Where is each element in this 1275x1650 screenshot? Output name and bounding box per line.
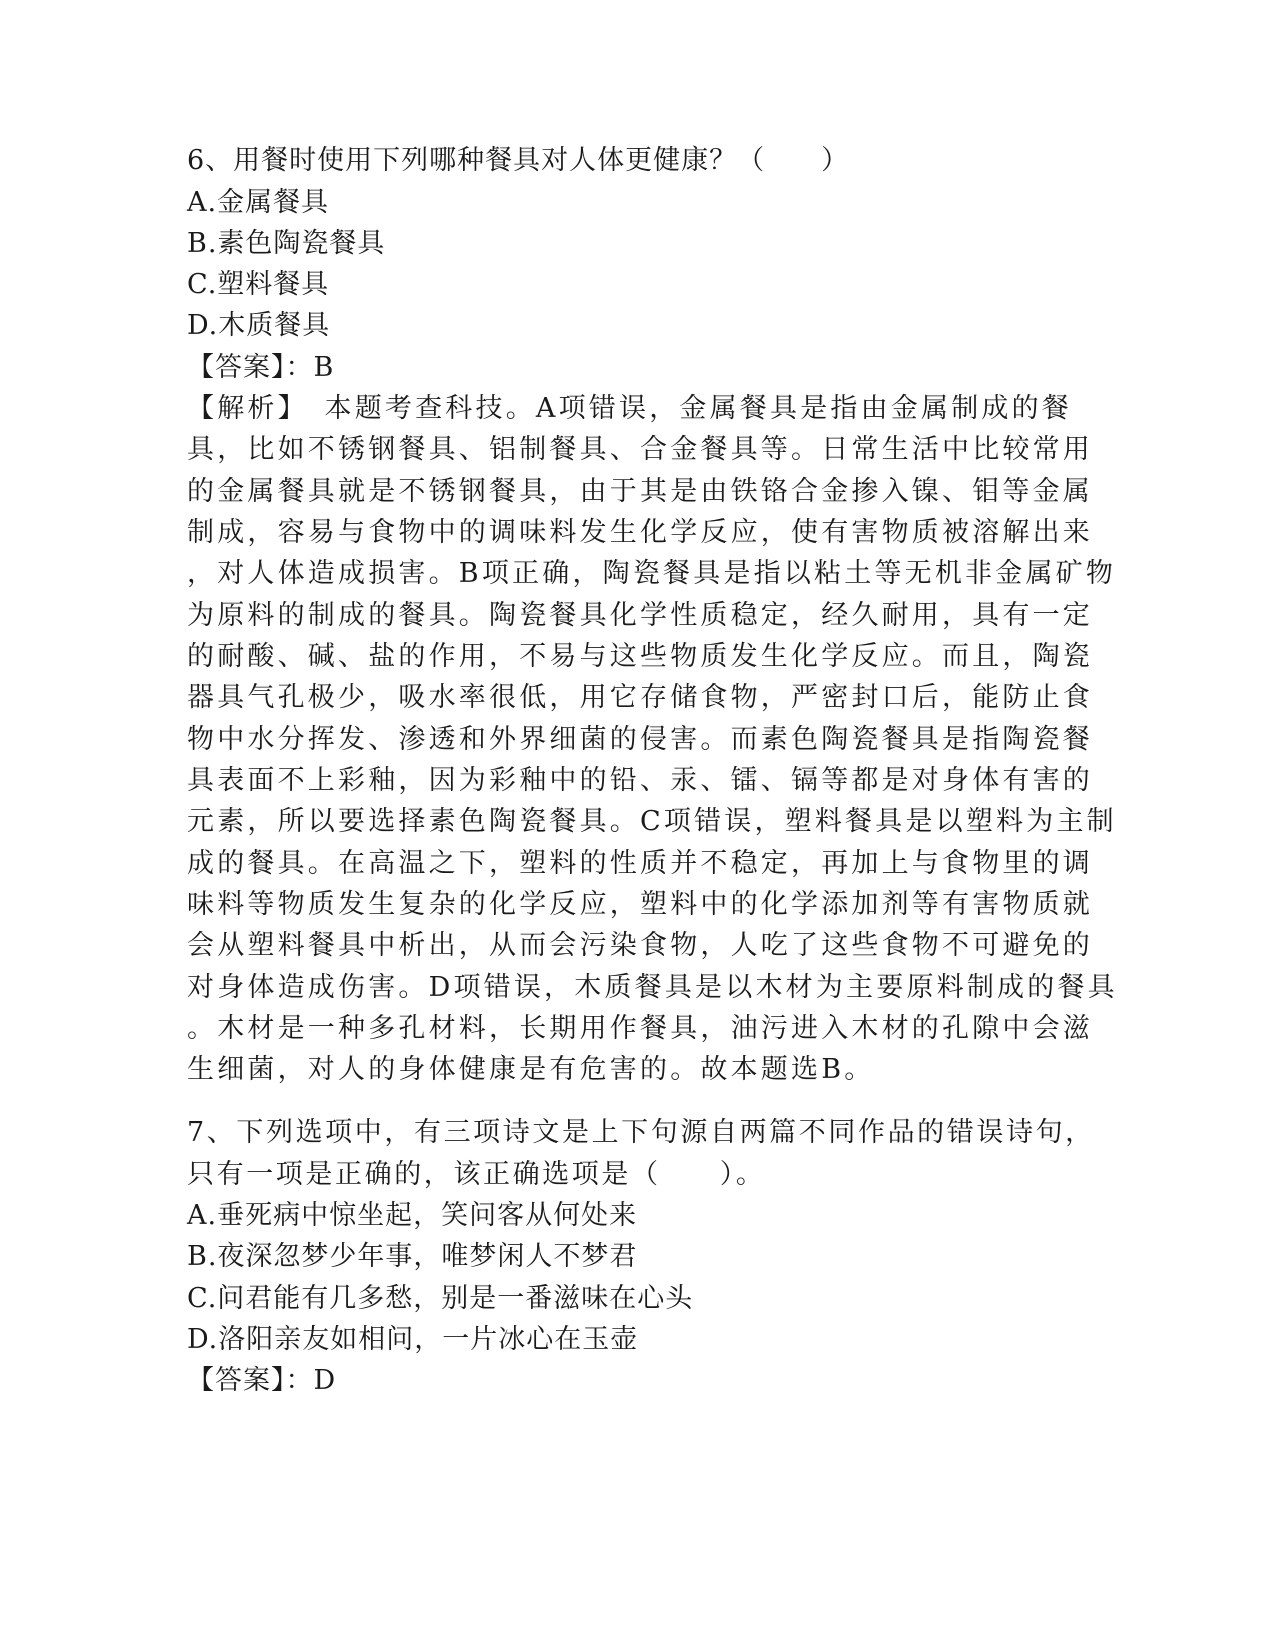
- q6-stem: 6、用餐时使用下列哪种餐具对人体更健康？（ ）: [187, 145, 850, 176]
- q6-explanation-line: 制成，容易与食物中的调味料发生化学反应，使有害物质被溶解出来: [187, 517, 1093, 548]
- q6-explanation-line: 的金属餐具就是不锈钢餐具，由于其是由铁铬合金掺入镍、钼等金属: [187, 476, 1093, 507]
- q6-explanation-line: 物中水分挥发、渗透和外界细菌的侵害。而素色陶瓷餐具是指陶瓷餐: [187, 724, 1093, 755]
- q6-explanation-line: ，对人体造成损害。B项正确，陶瓷餐具是指以粘土等无机非金属矿物: [187, 558, 1117, 589]
- q7-stem-line: 7、下列选项中，有三项诗文是上下句源自两篇不同作品的错误诗句，: [187, 1117, 1095, 1148]
- q6-explanation-line: 生细菌，对人的身体健康是有危害的。故本题选B。: [187, 1054, 875, 1085]
- q6-explanation-line: 成的餐具。在高温之下，塑料的性质并不稳定，再加上与食物里的调: [187, 848, 1093, 879]
- q6-explanation-line: 对身体造成伤害。D项错误，木质餐具是以木材为主要原料制成的餐具: [187, 972, 1118, 1003]
- q7-answer: 【答案】：D: [187, 1365, 337, 1396]
- q6-option-d: D.木质餐具: [187, 310, 331, 341]
- q7-option-b: B.夜深忽梦少年事，唯梦闲人不梦君: [187, 1241, 638, 1272]
- q7-stem-line: 只有一项是正确的，该正确选项是（ ）。: [187, 1159, 766, 1190]
- q7-option-a: A.垂死病中惊坐起，笑问客从何处来: [187, 1200, 638, 1231]
- q6-answer: 【答案】：B: [187, 352, 335, 383]
- q6-option-a: A.金属餐具: [187, 187, 330, 218]
- q6-option-b: B.素色陶瓷餐具: [187, 228, 386, 259]
- q6-explanation-line: 具表面不上彩釉，因为彩釉中的铅、汞、镭、镉等都是对身体有害的: [187, 765, 1093, 796]
- q6-explanation-line: 会从塑料餐具中析出，从而会污染食物，人吃了这些食物不可避免的: [187, 930, 1093, 961]
- q7-option-d: D.洛阳亲友如相问，一片冰心在玉壶: [187, 1324, 639, 1355]
- q6-option-c: C.塑料餐具: [187, 269, 330, 300]
- q6-explanation-line: 为原料的制成的餐具。陶瓷餐具化学性质稳定，经久耐用，具有一定: [187, 600, 1093, 631]
- q6-explanation-line: 味料等物质发生复杂的化学反应，塑料中的化学添加剂等有害物质就: [187, 889, 1093, 920]
- q6-explanation-line: 【解析】 本题考查科技。A项错误，金属餐具是指由金属制成的餐: [187, 393, 1072, 424]
- q6-explanation-line: 。木材是一种多孔材料，长期用作餐具，油污进入木材的孔隙中会滋: [187, 1013, 1093, 1044]
- q6-explanation-line: 元素，所以要选择素色陶瓷餐具。C项错误，塑料餐具是以塑料为主制: [187, 806, 1117, 837]
- q7-option-c: C.问君能有几多愁，别是一番滋味在心头: [187, 1283, 694, 1314]
- q6-explanation-line: 具，比如不锈钢餐具、铝制餐具、合金餐具等。日常生活中比较常用: [187, 434, 1093, 465]
- q6-explanation-line: 器具气孔极少，吸水率很低，用它存储食物，严密封口后，能防止食: [187, 682, 1093, 713]
- q6-explanation-line: 的耐酸、碱、盐的作用，不易与这些物质发生化学反应。而且，陶瓷: [187, 641, 1093, 672]
